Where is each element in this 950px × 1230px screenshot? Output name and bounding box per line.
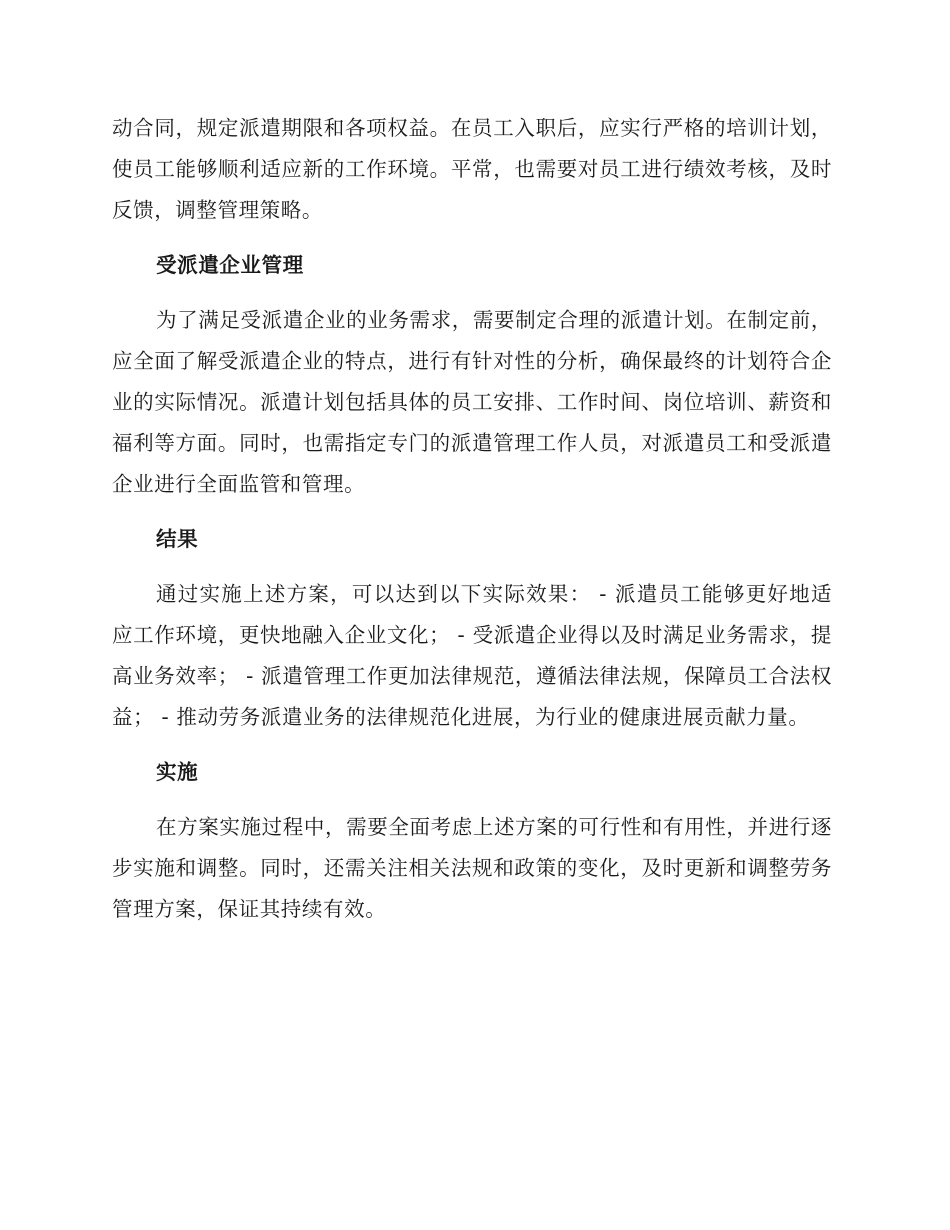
section-heading-implementation: 实施 <box>156 760 199 784</box>
paragraph-result: 通过实施上述方案，可以达到以下实际效果： - 派遣员工能够更好地适应工作环境，更快地融入企业文化； - 受派遣企业得以及时满足业务需求，提高业务效率； - 派遣管理工作更加法律规范，遵循法律法规，保障员工合法权益； - 推动劳务派遣业务的法律规范化进展，为行业的健康进展贡献力量。 <box>112 582 832 729</box>
paragraph-host-enterprise: 为了满足受派遣企业的业务需求，需要制定合理的派遣计划。在制定前，应全面了解受派遣企业的特点，进行有针对性的分析，确保最终的计划符合企业的实际情况。派遣计划包括具体的员工安排、工作时间、岗位培训、薪资和福利等方面。同时，也需指定专门的派遣管理工作人员，对派遣员工和受派遣企业进行全面监管和管理。 <box>112 308 832 496</box>
section-heading-result: 结果 <box>156 527 199 551</box>
section-heading-host-enterprise: 受派遣企业管理 <box>156 253 304 277</box>
document-body <box>112 108 832 930</box>
paragraph-implementation: 在方案实施过程中，需要全面考虑上述方案的可行性和有用性，并进行逐步实施和调整。同时，还需关注相关法规和政策的变化，及时更新和调整劳务管理方案，保证其持续有效。 <box>112 815 832 921</box>
paragraph-continued: 动合同，规定派遣期限和各项权益。在员工入职后，应实行严格的培训计划，使员工能够顺利适应新的工作环境。平常，也需要对员工进行绩效考核，及时反馈，调整管理策略。 <box>112 116 832 222</box>
